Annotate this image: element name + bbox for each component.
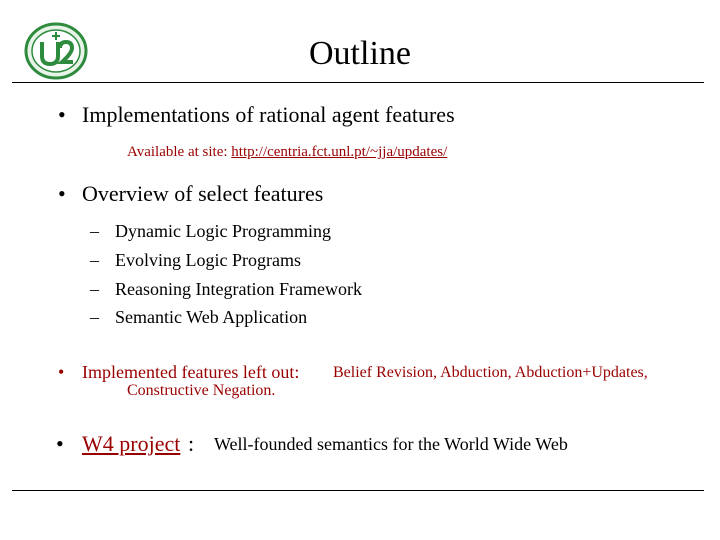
dash-marker: – bbox=[90, 221, 99, 241]
list-item: Dynamic Logic Programming bbox=[115, 221, 331, 241]
availability-line bbox=[127, 144, 447, 161]
bullet-overview: Overview of select features bbox=[82, 181, 324, 206]
bottom-divider bbox=[12, 490, 704, 491]
bullet-marker: • bbox=[58, 181, 66, 206]
left-out-features-cont: Constructive Negation. bbox=[127, 382, 276, 399]
w4-project-link[interactable]: W4 project bbox=[82, 431, 181, 456]
bullet-marker: • bbox=[56, 431, 64, 456]
list-item: Reasoning Integration Framework bbox=[115, 279, 362, 299]
bullet-marker: • bbox=[58, 102, 66, 127]
dash-marker: – bbox=[90, 307, 99, 327]
availability-prefix: Available at site: bbox=[127, 144, 228, 160]
w4-colon: : bbox=[188, 431, 195, 456]
bullet-implementations: Implementations of rational agent features bbox=[82, 102, 455, 127]
updates-site-link[interactable]: http://centria.fct.unl.pt/~jja/updates/ bbox=[231, 144, 448, 160]
w4-description: Well-founded semantics for the World Wide Web bbox=[214, 434, 568, 454]
list-item: Evolving Logic Programs bbox=[115, 250, 301, 270]
left-out-features: Belief Revision, Abduction, Abduction+Updates, bbox=[333, 364, 648, 381]
slide-title: Outline bbox=[309, 35, 411, 72]
bullet-left-out: Implemented features left out: bbox=[82, 362, 300, 382]
bullet-marker: • bbox=[58, 362, 65, 382]
top-divider bbox=[12, 82, 704, 83]
list-item: Semantic Web Application bbox=[115, 307, 308, 327]
dash-marker: – bbox=[90, 279, 99, 299]
dash-marker: – bbox=[90, 250, 99, 270]
